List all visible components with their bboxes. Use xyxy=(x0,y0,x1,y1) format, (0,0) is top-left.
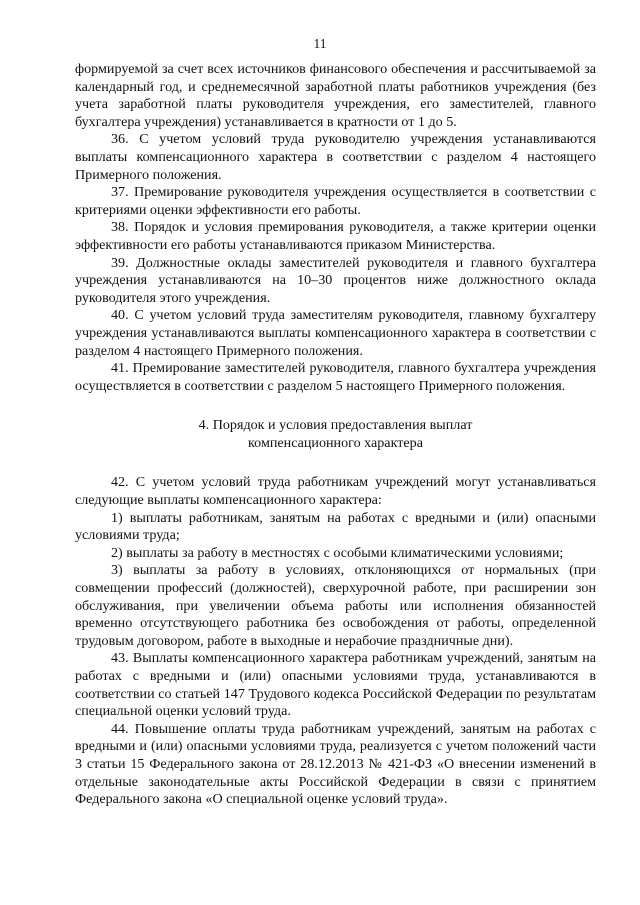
page-number: 11 xyxy=(313,36,327,51)
paragraph-43: 43. Выплаты компенсационного характера работникам учреждений, занятым на работах с вредными и (или) опасными условиями труда, устанавливаются в соответствии со статьей 147 Трудового кодекса Российской Федерации по результатам специальной оценки условий труда. xyxy=(75,650,596,720)
section-heading-line-2: компенсационного характера xyxy=(248,434,423,451)
paragraph-35-continued: формируемой за счет всех источников финансового обеспечения и рассчитываемой за календарный год, и среднемесячной заработной платы работников учреждения (без учета заработной платы руководителя учреждения, его заместителей, главного бухгалтера учреждения) устанавливается в кратности от 1 до 5. xyxy=(75,61,596,130)
paragraph-39: 39. Должностные оклады заместителей руководителя и главного бухгалтера учреждения устанавливаются на 10–30 процентов ниже должностного оклада руководителя этого учреждения. xyxy=(75,254,596,306)
paragraph-38: 38. Порядок и условия премирования руководителя, а также критерии оценки эффективности его работы устанавливаются приказом Министерства. xyxy=(75,219,596,253)
paragraph-42: 42. С учетом условий труда работникам учреждений могут устанавливаться следующие выплаты компенсационного характера: xyxy=(75,474,596,509)
section-heading-line-1: 4. Порядок и условия предоставления выплат xyxy=(198,417,473,434)
paragraph-44: 44. Повышение оплаты труда работникам учреждений, занятым на работах с вредными и (или) опасными условиями труда, реализуется с учетом положений части 3 статьи 15 Федерального закона от 28.12.2013 № 421-ФЗ «О внесении изменений в отдельные законодательные акты Российской Федерации в связи с принятием Федерального закона «О специальной оценке условий труда». xyxy=(75,720,596,808)
list-item-2: 2) выплаты за работу в местностях с особыми климатическими условиями; xyxy=(111,544,564,561)
section-heading xyxy=(75,417,596,452)
document-body xyxy=(75,61,596,809)
list-item-3: 3) выплаты за работу в условиях, отклоняющихся от нормальных (при совмещении профессий (должностей), сверхурочной работе, при расширении зон обслуживания, при увеличении объема работы или исполнения обязанностей временно отсутствующего работника без освобождения от работы, определенной трудовым договором, работе в выходные и нерабочие праздничные дни). xyxy=(75,562,596,649)
paragraph-36: 36. С учетом условий труда руководителю учреждения устанавливаются выплаты компенсационного характера в соответствии с разделом 4 настоящего Примерного положения. xyxy=(75,131,596,183)
list-item-1: 1) выплаты работникам, занятым на работах с вредными и (или) опасными условиями труда; xyxy=(75,509,596,544)
paragraph-41: 41. Премирование заместителей руководителя, главного бухгалтера учреждения осуществляется в соответствии с разделом 5 настоящего Примерного положения. xyxy=(75,360,596,394)
paragraph-40: 40. С учетом условий труда заместителям руководителя, главному бухгалтеру учреждения устанавливаются выплаты компенсационного характера в соответствии с разделом 4 настоящего Примерного положения. xyxy=(75,307,596,359)
paragraph-37: 37. Премирование руководителя учреждения осуществляется в соответствии с критериями оценки эффективности его работы. xyxy=(75,184,596,218)
